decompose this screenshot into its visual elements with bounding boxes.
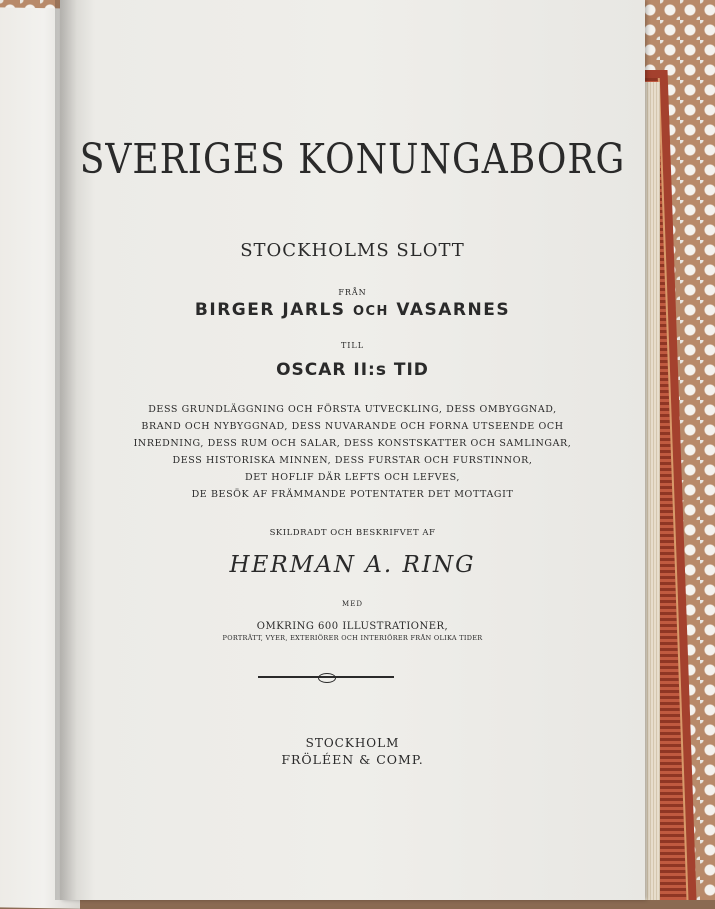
description-line: DESS GRUNDLÄGGNING OCH FÖRSTA UTVECKLING, DESS OMBYGGNAD, [148,404,557,415]
description-line: DE BESÖK AF FRÄMMANDE POTENTATER DET MOTTAGIT [191,489,514,500]
illustrations-count: OMKRING 600 ILLUSTRATIONER, [256,621,449,632]
description-line: BRAND OCH NYBYGGNAD, DESS NUVARANDE OCH FORNA UTSEENDE OCH [141,421,564,432]
med-word: MED [342,600,363,608]
till-word: TILL [340,341,365,350]
rule-ornament [318,673,336,683]
names-och: OCH [352,304,389,319]
illustrations-detail: PORTRÄTT, VYER, EXTERIÖRER OCH INTERIÖRER FRÅN OLIKA TIDER [222,634,483,642]
description-line: DESS HISTORISKA MINNEN, DESS FURSTAR OCH FURSTINNOR, [172,455,533,466]
book-subtitle: STOCKHOLMS SLOTT [240,240,465,261]
publisher-name: FRÖLÉEN & COMP. [281,752,424,767]
era-line: OSCAR II:s TID [276,360,429,380]
depicted-by: SKILDRADT OCH BESKRIFVET AF [269,528,436,538]
author-name: HERMAN A. RING [229,552,476,578]
description-line: DET HOFLIF DÄR LEFTS OCH LEFVES, [245,472,460,483]
description-line: INREDNING, DESS RUM OCH SALAR, DESS KONSTSKATTER OCH SAMLINGAR, [133,438,572,449]
from-word: FRÅN [338,288,367,297]
names-line [60,300,645,320]
publisher-city: STOCKHOLM [305,736,400,750]
book-title: SVERIGES KONUNGABORG [79,136,626,184]
names-right: VASARNES [388,300,511,320]
names-left: BIRGER JARLS [194,300,353,320]
